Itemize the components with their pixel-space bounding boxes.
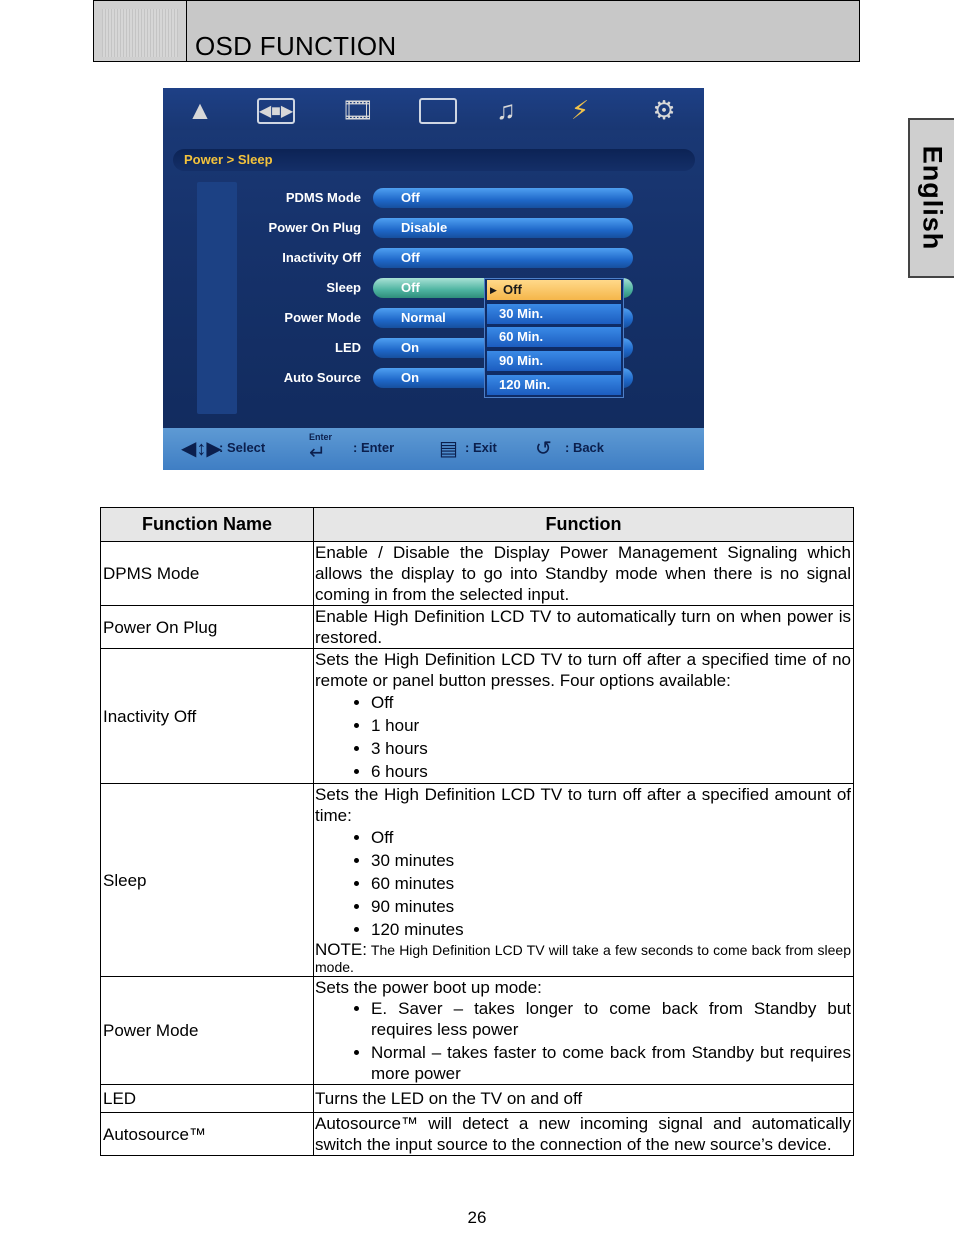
osd-dropdown-option[interactable]: 90 Min.: [487, 351, 621, 371]
function-name: Power Mode: [101, 977, 314, 1085]
table-row: [101, 977, 854, 1085]
function-description: [314, 606, 854, 649]
osd-sleep-dropdown: [484, 278, 624, 398]
film-icon: 🎞: [341, 94, 375, 125]
osd-menu-label: Auto Source: [283, 370, 361, 385]
osd-footer: [163, 428, 704, 470]
table-row: [101, 649, 854, 784]
osd-menu-value[interactable]: Disable: [373, 218, 633, 238]
select-hint: : Select: [219, 440, 266, 455]
option-item: • 90 minutes: [371, 895, 851, 918]
exit-icon: ▤: [439, 438, 458, 460]
function-name: Autosource™: [101, 1113, 314, 1156]
function-text: Sets the High Definition LCD TV to turn off after a specified amount of time:: [315, 785, 851, 825]
option-item: • 120 minutes: [371, 918, 851, 941]
osd-menu-value[interactable]: Off: [373, 248, 633, 268]
function-table: [100, 507, 854, 1156]
table-header-row: [101, 508, 854, 542]
option-item: • Normal – takes faster to come back from Standby but requires more power: [371, 1042, 851, 1084]
tools-icon: ▲: [187, 94, 213, 125]
function-description: [314, 1085, 854, 1113]
osd-menu-label: LED: [335, 340, 361, 355]
osd-menu-value[interactable]: On: [373, 368, 633, 388]
osd-menu-label: Power On Plug: [268, 220, 361, 235]
function-name: Sleep: [101, 784, 314, 977]
table-row: [101, 1085, 854, 1113]
back-icon: ↺: [535, 438, 552, 460]
option-list: [315, 998, 851, 1084]
option-item: • E. Saver – takes longer to come back from Standby but requires less power: [371, 998, 851, 1040]
osd-menu-label: Power Mode: [284, 310, 361, 325]
osd-menu-value[interactable]: On: [373, 338, 633, 358]
back-hint: : Back: [565, 440, 605, 455]
table-row: [101, 542, 854, 606]
function-name: DPMS Mode: [101, 542, 314, 606]
option-item: • Off: [371, 691, 851, 714]
function-text: Autosource™ will detect a new incoming signal and automatically switch the input source to the connection of the new source’s device.: [315, 1114, 851, 1154]
function-text: Turns the LED on the TV on and off: [315, 1089, 583, 1108]
osd-dropdown-option[interactable]: 30 Min.: [487, 304, 621, 324]
navigate-arrows-icon: ◀↕▶: [181, 438, 222, 460]
option-item: • 60 minutes: [371, 872, 851, 895]
page-number: 26: [467, 1208, 487, 1227]
table-row: [101, 606, 854, 649]
option-item: • 30 minutes: [371, 849, 851, 872]
osd-left-panel: [197, 182, 237, 414]
power-plug-icon: ⚡: [570, 94, 590, 125]
function-description: [314, 1113, 854, 1156]
option-item: • 6 hours: [371, 760, 851, 783]
note-label: NOTE:: [315, 940, 367, 959]
option-list: [315, 691, 851, 783]
function-description: [314, 542, 854, 606]
settings-icon: ⚙: [652, 94, 676, 125]
function-description: [314, 977, 854, 1085]
column-header: Function: [314, 508, 854, 542]
option-list: [315, 826, 851, 941]
page-title: OSD FUNCTION: [195, 31, 397, 61]
enter-icon: ↵: [309, 442, 326, 464]
screen-icon: [419, 98, 457, 124]
osd-dropdown-option[interactable]: 60 Min.: [487, 327, 621, 347]
language-tab-label: English: [917, 145, 948, 251]
osd-menu-label: Inactivity Off: [282, 250, 361, 265]
audio-icon: ♫: [496, 94, 516, 125]
enter-icon-label: Enter: [309, 432, 333, 442]
function-description: [314, 649, 854, 784]
function-text: Enable / Disable the Display Power Management Signaling which allows the display to go into Standby mode when there is no signal coming in from the selected input.: [315, 543, 851, 604]
column-header: Function Name: [101, 508, 314, 542]
option-item: • 3 hours: [371, 737, 851, 760]
option-item: • Off: [371, 826, 851, 849]
enter-hint: : Enter: [353, 440, 395, 455]
header-bar: [93, 0, 860, 62]
osd-screenshot: [163, 88, 704, 470]
osd-menu-label: PDMS Mode: [285, 190, 361, 205]
function-description: [314, 784, 854, 977]
osd-dropdown-option[interactable]: 120 Min.: [487, 375, 621, 395]
language-tab: [908, 118, 954, 278]
osd-dropdown-option-selected[interactable]: ▶ Off: [487, 280, 621, 300]
function-name: LED: [101, 1085, 314, 1113]
note: [315, 941, 851, 976]
table-row: [101, 1113, 854, 1156]
osd-icon-bar: [163, 88, 704, 130]
osd-menu-value-selected[interactable]: Off: [373, 278, 633, 298]
function-name: Power On Plug: [101, 606, 314, 649]
table-row: [101, 784, 854, 977]
function-text: Enable High Definition LCD TV to automatically turn on when power is restored.: [315, 607, 851, 647]
note-text: The High Definition LCD TV will take a few seconds to come back from sleep mode.: [315, 942, 851, 975]
osd-menu-value[interactable]: Normal: [373, 308, 633, 328]
osd-menu-value[interactable]: Off: [373, 188, 633, 208]
picture-icon: ◀■▶: [257, 98, 295, 124]
function-name: Inactivity Off: [101, 649, 314, 784]
exit-hint: : Exit: [465, 440, 497, 455]
osd-menu-label: Sleep: [326, 280, 361, 295]
function-text: Sets the High Definition LCD TV to turn off after a specified time of no remote or panel button presses. Four options available:: [315, 650, 851, 690]
header-tab-decoration: [94, 1, 187, 61]
option-item: • 1 hour: [371, 714, 851, 737]
osd-breadcrumb: Power > Sleep: [173, 149, 695, 171]
function-text: Sets the power boot up mode:: [315, 978, 542, 997]
